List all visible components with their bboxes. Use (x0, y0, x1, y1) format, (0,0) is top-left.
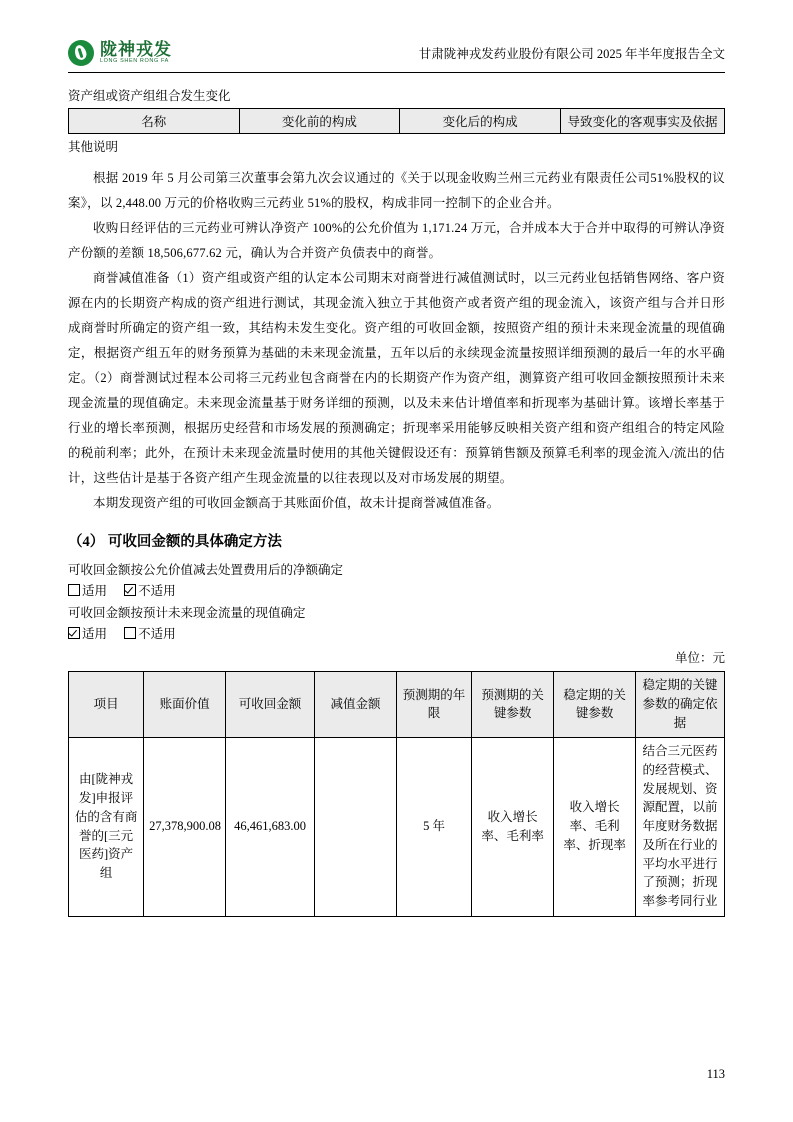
page-header (68, 40, 725, 73)
recoverable-amount-table (68, 671, 725, 916)
asset-group-change-label: 资产组或资产组组合发生变化 (68, 89, 231, 103)
checkbox-unchecked-icon[interactable] (68, 584, 80, 596)
column-header-before: 变化前的构成 (239, 109, 400, 134)
column-header-name: 名称 (69, 109, 240, 134)
cell-book-value: 27,378,900.08 (144, 737, 226, 916)
column-header-book-value: 账面价值 (144, 672, 226, 737)
paragraph-conclusion: 本期发现资产组的可收回金额高于其账面价值，故未计提商誉减值准备。 (93, 495, 500, 510)
option-label: 适用 (82, 626, 108, 641)
logo-text (100, 41, 172, 65)
column-header-after: 变化后的构成 (400, 109, 561, 134)
table-row (69, 737, 725, 916)
option-applicable-1[interactable] (68, 584, 107, 598)
paragraph-acquisition: 根据 2019 年 5 月公司第三次董事会第九次会议通过的《关于以现金收购兰州三元药业有限责任公司51%股权的议案》，以 2,448.00 万元的价格收购三元药业 51%的股权，构成非同一控制下的企业合并。 (68, 170, 725, 210)
column-header-item: 项目 (69, 672, 144, 737)
option-applicable-2[interactable] (68, 627, 107, 641)
cell-item: 由[陇神戎发]申报评估的含有商誉的[三元医药]资产组 (69, 737, 144, 916)
cell-impairment (314, 737, 396, 916)
column-header-forecast-params: 预测期的关键参数 (472, 672, 554, 737)
checkbox-checked-icon[interactable] (124, 584, 136, 596)
method-fair-value-options (68, 582, 725, 601)
option-label: 不适用 (138, 626, 176, 641)
report-title: 甘肃陇神戎发药业股份有限公司 2025 年半年度报告全文 (418, 47, 725, 61)
paragraph-impairment-test: 商誉减值准备（1）资产组或资产组的认定本公司期末对商誉进行减值测试时，以三元药业包括销售网络、客户资源在内的长期资产构成的资产组进行测试，其现金流入独立于其他资产或者资产组的现金流入，该资产组与合并日形成商誉时所确定的资产组一致，其结构未发生变化。资产组的可收回金额，按照资产组的预计未来现金流量的现值确定，根据资产组五年的财务预算为基础的未来现金流量，五年以后的永续现金流量按照详细预测的最后一年的水平确定。（2）商誉测试过程本公司将三元药业包含商誉在内的长期资产作为资产组，测算资产组可收回金额按照预计未来现金流量的现值确定。未来现金流量基于财务详细的预测，以及未来估计增值率和折现率为基础计算。该增长率基于行业的增长率预测，根据历史经营和市场发展的预测确定；折现率采用能够反映相关资产组和资产组组合的特定风险的税前利率；此外，在预计未来现金流量时使用的其他关键假设还有：预算销售额及预算毛利率的现金流入/流出的估计，这些估计是基于各资产组产生现金流量的以往表现以及对市场发展的期望。 (68, 270, 725, 485)
leaf-logo-icon (68, 40, 94, 66)
option-not-applicable-1[interactable] (124, 584, 176, 598)
table-row (69, 109, 725, 134)
checkbox-checked-icon[interactable] (68, 627, 80, 639)
unit-label: 单位：元 (674, 651, 725, 666)
cell-recoverable-amount: 46,461,683.00 (226, 737, 315, 916)
option-label: 适用 (82, 584, 108, 599)
logo-english-name: LONG SHEN RONG FA (100, 58, 169, 65)
column-header-basis: 导致变化的客观事实及依据 (560, 109, 724, 134)
cell-basis: 结合三元医药的经营模式、发展规划、资源配置，以前年度财务数据及所在行业的平均水平进行了预测；折现率参考同行业 (636, 737, 725, 916)
column-header-forecast-years: 预测期的年限 (396, 672, 471, 737)
cell-forecast-years: 5 年 (396, 737, 471, 916)
column-header-stable-params: 稳定期的关键参数 (554, 672, 636, 737)
other-note-label: 其他说明 (68, 140, 119, 155)
company-logo (68, 40, 172, 66)
paragraph-goodwill-origin: 收购日经评估的三元药业可辨认净资产 100%的公允价值为 1,171.24 万元，合并成本大于合并中取得的可辨认净资产份额的差额 18,506,677.62 元，确认为合并资产负债表中的商誉。 (68, 220, 725, 260)
option-not-applicable-2[interactable] (124, 627, 176, 641)
method-present-value-options (68, 625, 725, 644)
table-header-row (69, 672, 725, 737)
logo-chinese-name: 陇神戎发 (100, 40, 172, 60)
method-fair-value-label: 可收回金额按公允价值减去处置费用后的净额确定 (68, 562, 344, 577)
cell-stable-params: 收入增长率、毛利率、折现率 (554, 737, 636, 916)
column-header-impairment: 减值金额 (314, 672, 396, 737)
column-header-recoverable: 可收回金额 (226, 672, 315, 737)
asset-group-change-table (68, 108, 725, 134)
cell-forecast-params: 收入增长率、毛利率 (472, 737, 554, 916)
method-present-value-label: 可收回金额按预计未来现金流量的现值确定 (68, 605, 306, 620)
option-label: 不适用 (138, 584, 176, 599)
subsection-title: （4） 可收回金额的具体确定方法 (68, 533, 282, 550)
page-number: 113 (706, 1067, 725, 1081)
checkbox-unchecked-icon[interactable] (124, 627, 136, 639)
column-header-basis: 稳定期的关键参数的确定依据 (636, 672, 725, 737)
